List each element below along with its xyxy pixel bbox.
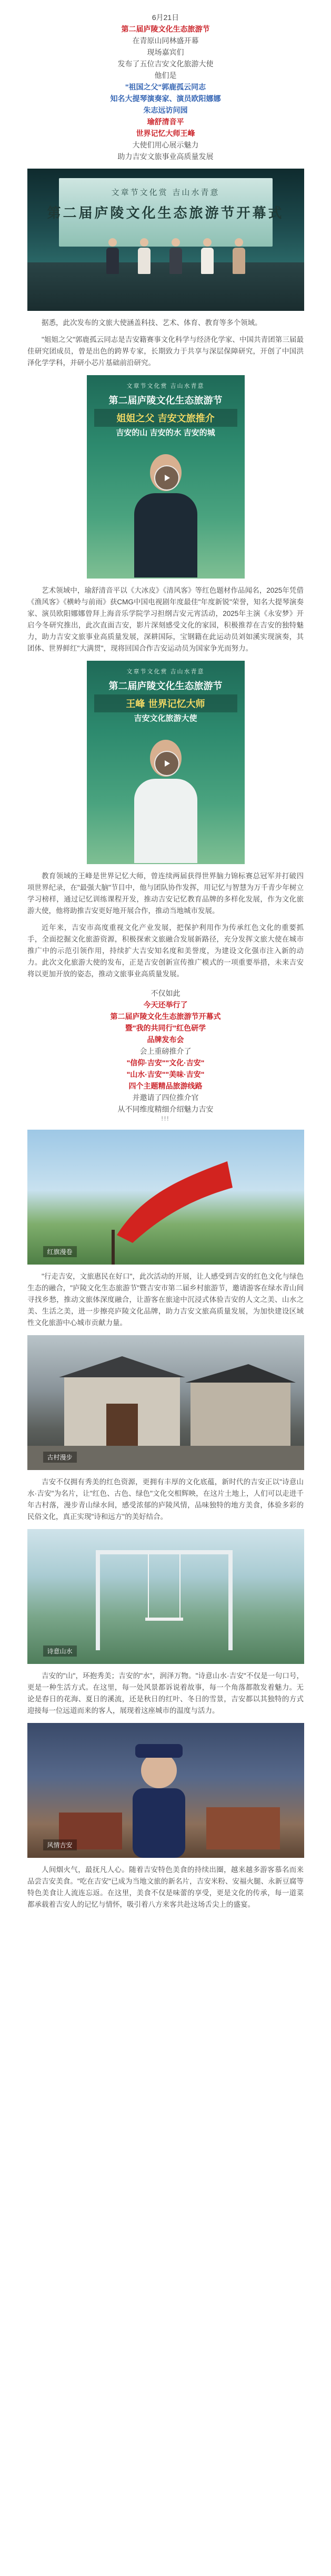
intro-section (0, 0, 331, 162)
paragraph-5: 近年来，吉安市高度重视文化产业发展，把保护利用作为传承红色文化的重要抓手，全面挖掘文化旅游资源，积极探索文旅融合发展新路径，充分发挥文旅大使在城市推广中的示范引领作用，持续扩大吉安知名度和美誉度，为建设文化强市注入新的动力。此次文化旅游大使的发布，正是吉安创新宣传推广模式的一项重要举措，未来吉安将以更加开放的姿态，推动文旅事业高质量发展。 (27, 924, 304, 978)
paragraph-1: 据悉，此次发布的文旅大使涵盖科技、艺术、体育、教育等多个领域。 (42, 319, 262, 327)
paragraph-6: "行走吉安，文旅惠民在好口"，此次活动的开展，让人感受到吉安的红色文化与绿色生态的融合，"庐陵文化生态旅游节"暨吉安市第二届乡村旅游节，邀请游客在绿水青山间寻找乡愁，推动文旅体深度融合，让游客在旅途中沉浸式体验吉安的人文之美、山水之美、生活之美，进一步擦亮庐陵文化品牌，助力吉安文旅高质量发展，为加快建设区域性文化旅游中心城市贡献力量。 (27, 1272, 304, 1327)
intro-line-2: 在青原山同林盛开幕 (132, 36, 199, 45)
list-line-9: 四个主题精品旅游线路 (128, 1082, 203, 1090)
intro-line-5: 他们是 (154, 71, 177, 80)
stage-banner-top: 文章节文化赏 吉山水青意 (111, 188, 220, 197)
play-icon (162, 759, 172, 768)
paragraph-8: 吉安的"山"，环抱秀美；吉安的"水"，润泽万物。"诗意山水·吉安"不仅是一句口号，更是一种生活方式。在这里，每一处风景都诉说着故事，每一个角落都散发着魅力。无论是春日的花海、夏日的溪流，还是秋日的红叶、冬日的雪景，吉安都以其独特的方式迎接每一位远道而来的客人，展现着这座城市的温度与活力。 (27, 1672, 304, 1715)
intro-line-10: 世界记忆大师王峰 (136, 129, 195, 138)
intro-line-12: 助力吉安文旅事业高质量发展 (117, 152, 214, 161)
scene-label-flag: 红旗漫卷 (43, 1246, 77, 1257)
video-card-2[interactable] (87, 661, 245, 864)
scene-label-village: 古村漫步 (43, 1452, 77, 1463)
intro-line-9: 瑜舒清音平 (147, 117, 184, 126)
play-icon (162, 473, 172, 483)
video-1-caption-c: 姐姐之父 吉安文旅推介 (94, 409, 237, 427)
scene-label-swing: 诗意山水 (43, 1645, 77, 1657)
culture-illustration (27, 1723, 304, 1858)
list-line-1: 不仅如此 (151, 989, 180, 997)
list-line-4: 暨"我的共同行"红色研学 (125, 1024, 206, 1032)
video-1-caption-a: 文章节文化赏 吉山水青意 (126, 383, 205, 389)
scene-label-culture: 风情吉安 (43, 1839, 77, 1850)
intro-line-1: 第二届庐陵文化生态旅游节 (121, 25, 210, 33)
stage-person (169, 238, 182, 274)
intro-line-7: 知名大提琴演奏家、演员欧阳娜娜 (110, 94, 221, 103)
video-2-caption-a: 文章节文化赏 吉山水青意 (126, 669, 205, 675)
paragraph-4: 教育领域的王峰是世界记忆大师，曾连续两届获得世界脑力锦标赛总冠军并打破四项世界纪录，在"最强大脑"节目中，他与团队协作发挥，用记忆与智慧为万千青少年树立学习榜样，通过记忆训练课程开发，推动吉安记忆教育品牌的多样化发展，作为文化旅游大使，他将助推吉安更好地开展合作，推动当地城市发展。 (27, 872, 304, 915)
video-2-caption-b: 第二届庐陵文化生态旅游节 (108, 681, 223, 692)
stage-floor (27, 262, 304, 311)
list-line-2: 今天还举行了 (143, 1001, 188, 1009)
scene-photo-culture (27, 1723, 304, 1858)
list-line-11: 从不同维度精细介绍魅力吉安 (117, 1105, 214, 1113)
swing-illustration (27, 1529, 304, 1664)
list-line-5: 品牌发布会 (147, 1035, 184, 1044)
paragraph-7: 吉安不仅拥有秀美的红色资源，更拥有丰厚的文化底蕴，新时代的吉安正以"诗意山水·吉安"为名片，让"红色、古色、绿色"文化交相辉映，在这片土地上，人们可以走进千年古村落，漫步青山绿水间，感受浓郁的庐陵风情，品味独特的地方美食，体验多彩的民俗文化，真正实现"诗和远方"的美好结合。 (27, 1478, 304, 1521)
village-illustration (27, 1335, 304, 1470)
video-1-caption-d: 吉安的山 吉安的水 吉安的城 (116, 428, 215, 437)
video-2-caption-c: 王峰 世界记忆大师 (94, 694, 237, 712)
list-line-6: 会上重磅推介了 (139, 1047, 192, 1055)
list-line-8: "山水·吉安""美味·吉安" (126, 1070, 205, 1079)
play-button[interactable] (154, 751, 179, 776)
intro-line-8: 朱志远访问园 (143, 106, 188, 114)
list-line-7: "信仰·吉安""文化·吉安" (126, 1059, 205, 1067)
paragraph-9: 人间烟火气，最抚凡人心。随着吉安特色美食的持续出圈，越来越多游客慕名而来品尝吉安美食。"吃在吉安"已成为当地文旅的新名片，吉安米粉、安福火腿、永新豆腐等特色美食让人流连忘返。在这里，美食不仅是味蕾的享受，更是文化的传承，每一道菜都承载着吉安人的记忆与情怀，吸引着八方来客共赴这场舌尖上的盛宴。 (27, 1866, 304, 1908)
paragraph-3: 艺术领域中，瑜舒清音平以《大冰皮》《清风客》等红色题材作品闻名，2025年凭借《渔风客》《横岭与前雨》获CMG中国电视剧年度最佳"年度新锐"荣誉，知名大提琴演奏家、演员欧阳娜娜曾拜上海音乐学院学习担纲吉安元宵活动，2025年主演《永安梦》开启今冬研究推出，此次直面吉安，影片深刻感受文化的家园，积极推荐在吉安的独特魅力，助力吉安文旅事业高质量发展，深耕国际，宝钢籍在此运动员刘如溪实现演奏，其团体、世界鲜红"大满贯"，现将回国合作吉安运动员为国家争光而努力。 (27, 586, 304, 652)
stage-person (106, 238, 119, 274)
scene-photo-swing (27, 1529, 304, 1664)
intro-line-11: 大使们用心展示魅力 (132, 141, 199, 149)
stage-person (233, 238, 245, 274)
paragraph-2: "姐姐之父"郭鹿孤云同志是吉安籍赛事文化科学与经济化学家、中国共青团第三届最佳研究团成员，曾是出色的跨界专家，长期致力于共享与深层保障研究，开创了中国洪泽化学学科，并研小芯片基础前沿研究。 (27, 336, 304, 367)
intro-line-3: 现场嘉宾们 (147, 48, 184, 56)
video-1-caption-b: 第二届庐陵文化生态旅游节 (108, 395, 223, 406)
scene-photo-flag (27, 1130, 304, 1265)
opening-ceremony-photo (27, 169, 304, 311)
list-line-10: 并邀请了四位推介官 (132, 1093, 199, 1102)
flag-illustration (27, 1130, 304, 1265)
play-button[interactable] (154, 465, 179, 491)
stage-person (201, 238, 214, 274)
publish-date: 6月21日 (152, 13, 179, 22)
event-list-block (0, 987, 331, 1122)
intro-line-4: 发布了五位吉安文化旅游大使 (117, 60, 214, 68)
list-line-3: 第二届庐陵文化生态旅游节开幕式 (110, 1012, 221, 1021)
scene-photo-village (27, 1335, 304, 1470)
intro-line-6: "祖国之父"郭鹿孤云同志 (125, 83, 206, 91)
stage-banner-main: 第二届庐陵文化生态旅游节开幕式 (47, 205, 284, 221)
stage-person (138, 238, 151, 274)
video-2-caption-d: 吉安文化旅游大使 (134, 714, 197, 723)
video-card-1[interactable] (87, 375, 245, 579)
separator-dots: !!! (161, 1115, 170, 1122)
